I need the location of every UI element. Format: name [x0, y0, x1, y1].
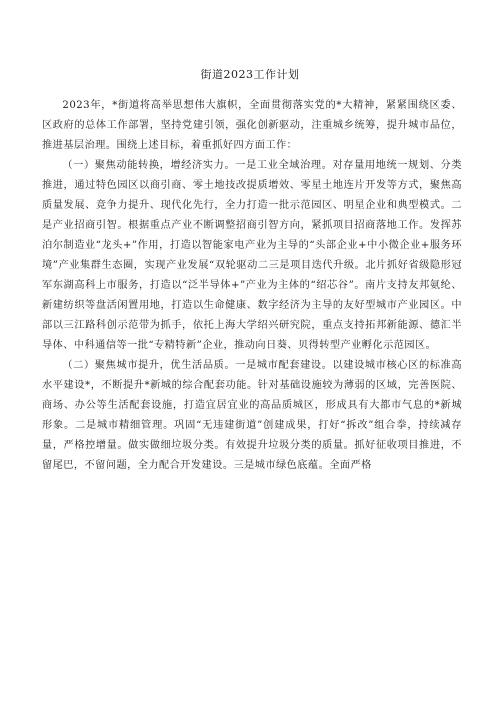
document-title: 街道2023工作计划: [200, 68, 300, 81]
paragraph-section-2: （二）聚焦城市提升，优生活品质。一是城市配套建设。以建设城市核心区的标准高水平建设*，不断提升*新城的综合配套功能。针对基础设施较为薄弱的区域，完善医院、商场、办公等生活配套设施，打造宜居宜业的高品质城区，形成具有大都市气息的*新城形象。二是城市精细管理。巩固“无违建街道”创建成果，打好“拆改”组合拳，持续减存量，严格控增量。做实做细垃圾分类。有效提升垃圾分类的质量。抓好征收项目推进，不留尾巴，不留问题，全力配合开发建设。三是城市绿色底蕴。全面严格: [42, 360, 462, 471]
paragraph-intro: 2023年，*街道将高举思想伟大旗帜，全面贯彻落实党的*大精神，紧紧围绕区委、区政府的总体工作部署，坚持党建引领，强化创新驱动，注重城乡统筹，提升城市品位，推进基层治理。围绕上述目标，着重抓好四方面工作：: [42, 100, 462, 151]
paragraph-section-1: （一）聚焦动能转换，增经济实力。一是工业全域治理。对存量用地统一规划、分类推进，通过特色园区以商引商、零土地技改提质增效、零星土地连片开发等方式，聚焦高质量发展、竞争力提升、现代化先行，全力打造一批示范园区、明星企业和典型模式。二是产业招商引智。根据重点产业不断调整招商引智方向，紧抓项目招商落地工作。发挥苏泊尔制造业“龙头+”作用，打造以智能家电产业为主导的“头部企业+中小微企业+服务环境”产业集群生态圈，实现产业发展“双轮驱动二三是项目迭代升级。北片抓好省级隐形冠军东湖高科上市服务，打造以“泛半导体+”产业为主体的“绍芯谷”。南片支持友邦氨纶、新建纺织等盘活闲置用地，打造以生命健康、数字经济为主导的友好型城市产业园区。中部以三江路科创示范带为抓手，依托上海大学绍兴研究院，重点支持拓邦新能源、德汇半导体、中科通信等一批“专精特新”企业，推动向日葵、贝得转型产业孵化示范园区。: [42, 160, 462, 351]
document-body: [42, 96, 462, 476]
